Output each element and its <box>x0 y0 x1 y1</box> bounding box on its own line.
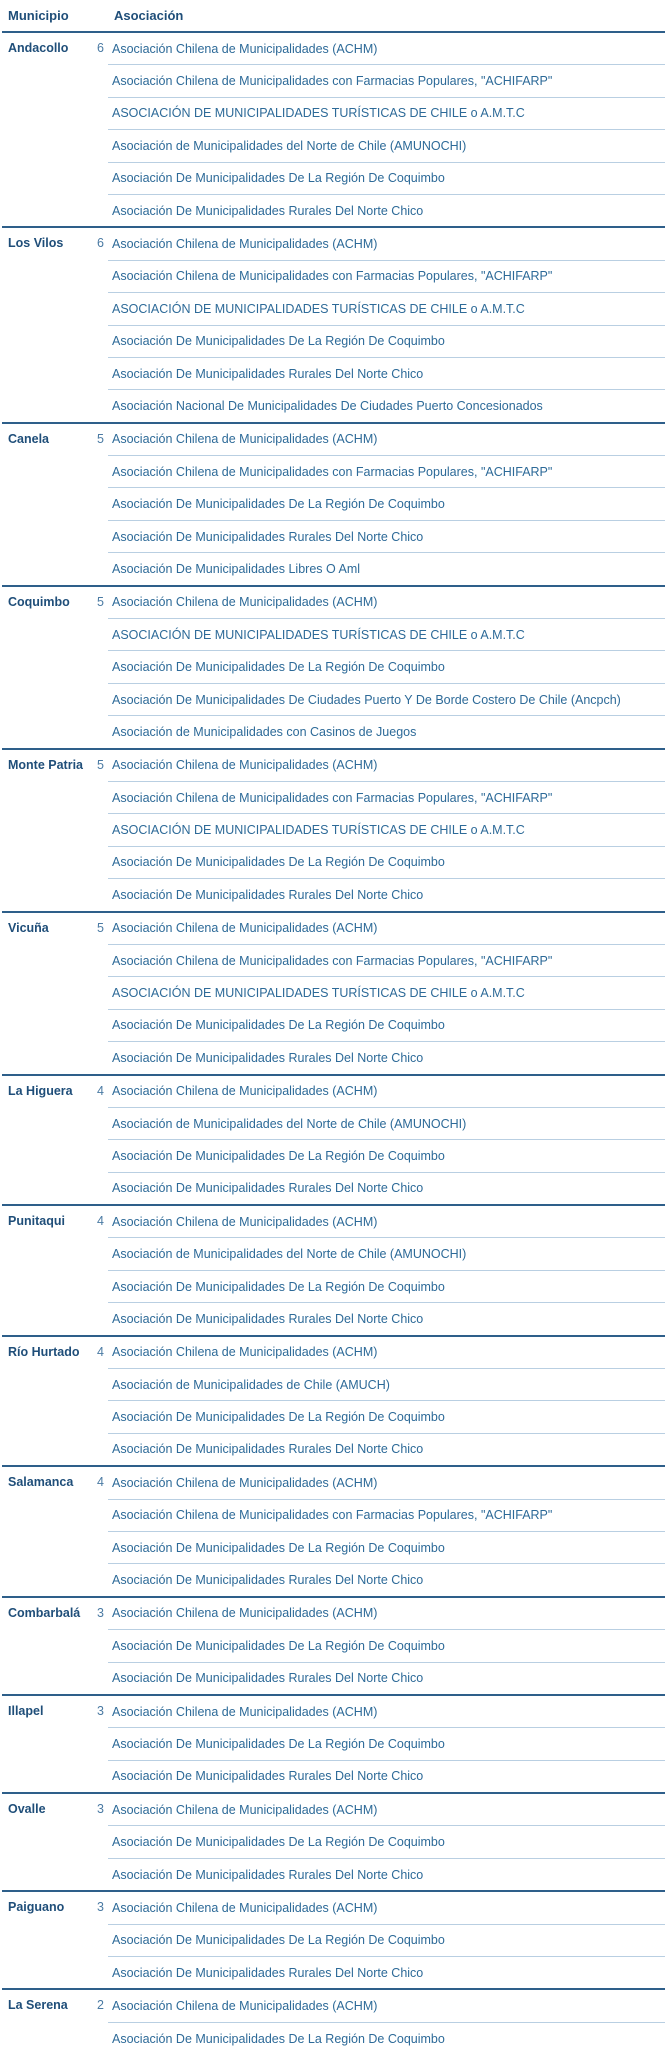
header-asociacion: Asociación <box>108 0 665 32</box>
asociacion-cell: Asociación De Municipalidades De La Región De Coquimbo <box>108 1140 665 1172</box>
asociacion-cell: Asociación De Municipalidades De La Región De Coquimbo <box>108 1924 665 1956</box>
municipio-name: Combarbalá <box>8 1605 81 1620</box>
asociacion-cell: Asociación De Municipalidades De La Región De Coquimbo <box>108 325 665 357</box>
asociacion-cell: Asociación Chilena de Municipalidades (ACHM) <box>108 1597 665 1630</box>
table-row <box>2 32 665 65</box>
municipio-group <box>2 1597 665 1695</box>
asociacion-cell: Asociación Chilena de Municipalidades con Farmacias Populares, "ACHIFARP" <box>108 260 665 292</box>
municipio-name: Andacollo <box>8 41 69 55</box>
asociacion-cell: ASOCIACIÓN DE MUNICIPALIDADES TURÍSTICAS DE CHILE o A.M.T.C <box>108 293 665 325</box>
table-row <box>2 1336 665 1369</box>
asociacion-cell: Asociación Chilena de Municipalidades (ACHM) <box>108 1336 665 1369</box>
asociacion-count: 6 <box>97 236 104 251</box>
municipio-name: Ovalle <box>8 1802 46 1817</box>
asociacion-cell: Asociación De Municipalidades De La Región De Coquimbo <box>108 1826 665 1858</box>
asociacion-cell: Asociación De Municipalidades Rurales Del Norte Chico <box>112 1671 424 1686</box>
municipio-group <box>2 1793 665 1891</box>
asociacion-cell: Asociación Chilena de Municipalidades (ACHM) <box>108 749 665 782</box>
asociacion-cell: ASOCIACIÓN DE MUNICIPALIDADES TURÍSTICAS DE CHILE o A.M.T.C <box>108 814 665 846</box>
asociacion-cell: Asociación Chilena de Municipalidades (ACHM) <box>108 1695 665 1728</box>
asociacion-cell: Asociación Chilena de Municipalidades (ACHM) <box>108 1891 665 1924</box>
asociacion-cell: Asociación De Municipalidades Libres O Aml <box>112 561 361 576</box>
asociacion-cell: Asociación De Municipalidades De La Región De Coquimbo <box>108 488 665 520</box>
asociacion-cell: Asociación De Municipalidades Rurales Del Norte Chico <box>112 1769 424 1784</box>
asociacion-cell: Asociación Chilena de Municipalidades (ACHM) <box>108 912 665 945</box>
asociacion-count: 3 <box>97 1703 104 1718</box>
municipio-name: Coquimbo <box>8 594 70 609</box>
header-row <box>2 0 665 32</box>
asociacion-cell: Asociación Chilena de Municipalidades (ACHM) <box>108 1466 665 1499</box>
municipio-group <box>2 1989 665 2054</box>
asociacion-cell: Asociación De Municipalidades De La Región De Coquimbo <box>108 1630 665 1662</box>
asociacion-cell: ASOCIACIÓN DE MUNICIPALIDADES TURÍSTICAS DE CHILE o A.M.T.C <box>108 97 665 129</box>
municipio-group <box>2 749 665 912</box>
table-row <box>2 423 665 456</box>
municipio-group <box>2 1891 665 1989</box>
asociacion-cell: Asociación Chilena de Municipalidades con Farmacias Populares, "ACHIFARP" <box>108 944 665 976</box>
asociacion-cell: ASOCIACIÓN DE MUNICIPALIDADES TURÍSTICAS DE CHILE o A.M.T.C <box>108 977 665 1009</box>
asociacion-count: 4 <box>97 1344 104 1359</box>
municipio-group <box>2 423 665 586</box>
municipio-group <box>2 1466 665 1597</box>
asociacion-cell: Asociación Chilena de Municipalidades (ACHM) <box>108 423 665 456</box>
asociacion-cell: Asociación De Municipalidades De La Región De Coquimbo <box>108 846 665 878</box>
asociacion-cell: Asociación Chilena de Municipalidades con Farmacias Populares, "ACHIFARP" <box>108 781 665 813</box>
table-row <box>2 749 665 782</box>
asociacion-cell: Asociación De Municipalidades De La Región De Coquimbo <box>112 2031 445 2046</box>
municipio-name: Los Vilos <box>8 236 64 251</box>
municipio-group <box>2 32 665 227</box>
table-row <box>2 1793 665 1826</box>
asociacion-count: 4 <box>97 1214 104 1229</box>
asociacion-cell: Asociación De Municipalidades Rurales Del Norte Chico <box>112 1442 424 1457</box>
asociacion-cell: Asociación de Municipalidades del Norte de Chile (AMUNOCHI) <box>108 130 665 162</box>
asociacion-cell: Asociación de Municipalidades de Chile (AMUCH) <box>108 1369 665 1401</box>
asociacion-count: 5 <box>97 920 104 935</box>
municipio-name: Canela <box>8 431 49 446</box>
asociacion-count: 3 <box>97 1605 104 1620</box>
municipio-group <box>2 1336 665 1467</box>
table-row <box>2 1466 665 1499</box>
table-row <box>2 912 665 945</box>
municipio-group <box>2 1075 665 1206</box>
asociacion-cell: Asociación de Municipalidades del Norte de Chile (AMUNOCHI) <box>108 1107 665 1139</box>
municipio-asociacion-table <box>2 0 665 2054</box>
asociacion-cell: Asociación De Municipalidades Rurales Del Norte Chico <box>112 1050 424 1065</box>
asociacion-cell: Asociación Nacional De Municipalidades De Ciudades Puerto Concesionados <box>112 398 543 413</box>
municipio-name: Punitaqui <box>8 1214 65 1229</box>
table-row <box>2 1205 665 1238</box>
table-row <box>2 586 665 619</box>
header-municipio: Municipio <box>2 0 90 32</box>
asociacion-cell: Asociación Chilena de Municipalidades (ACHM) <box>108 1793 665 1826</box>
asociacion-cell: Asociación de Municipalidades del Norte de Chile (AMUNOCHI) <box>108 1238 665 1270</box>
asociacion-cell: Asociación De Municipalidades De La Región De Coquimbo <box>108 162 665 194</box>
asociacion-cell: Asociación Chilena de Municipalidades (ACHM) <box>108 227 665 260</box>
municipio-name: La Higuera <box>8 1083 73 1098</box>
asociacion-cell: Asociación De Municipalidades De La Región De Coquimbo <box>108 1728 665 1760</box>
asociacion-count: 5 <box>97 757 104 772</box>
asociacion-cell: Asociación Chilena de Municipalidades (ACHM) <box>108 32 665 65</box>
asociacion-cell: Asociación De Municipalidades Rurales Del Norte Chico <box>112 1181 424 1196</box>
asociacion-count: 4 <box>97 1083 104 1098</box>
asociacion-cell: Asociación De Municipalidades De La Región De Coquimbo <box>108 1401 665 1433</box>
municipio-name: La Serena <box>8 1998 68 2013</box>
municipio-group <box>2 912 665 1075</box>
asociacion-cell: Asociación De Municipalidades Rurales Del Norte Chico <box>112 1311 424 1326</box>
asociacion-cell: Asociación De Municipalidades Rurales Del Norte Chico <box>112 887 424 902</box>
asociacion-cell: Asociación De Municipalidades Rurales Del Norte Chico <box>112 1965 424 1980</box>
asociacion-cell: Asociación Chilena de Municipalidades (ACHM) <box>108 1989 665 2022</box>
municipio-name: Monte Patria <box>8 757 84 772</box>
municipio-name: Paiguano <box>8 1900 65 1915</box>
municipio-name: Illapel <box>8 1703 44 1718</box>
asociacion-cell: Asociación De Municipalidades De La Región De Coquimbo <box>108 1531 665 1563</box>
asociacion-cell: ASOCIACIÓN DE MUNICIPALIDADES TURÍSTICAS DE CHILE o A.M.T.C <box>108 619 665 651</box>
table-row <box>2 227 665 260</box>
asociacion-cell: Asociación De Municipalidades De La Región De Coquimbo <box>108 1270 665 1302</box>
table-row <box>2 1891 665 1924</box>
asociacion-cell: Asociación De Municipalidades De Ciudades Puerto Y De Borde Costero De Chile (Ancpch) <box>108 683 665 715</box>
asociacion-cell: Asociación De Municipalidades Rurales Del Norte Chico <box>108 520 665 552</box>
asociacion-cell: Asociación De Municipalidades De La Región De Coquimbo <box>108 651 665 683</box>
asociacion-count: 3 <box>97 1802 104 1817</box>
asociacion-cell: Asociación Chilena de Municipalidades con Farmacias Populares, "ACHIFARP" <box>108 1499 665 1531</box>
table-row <box>2 1989 665 2022</box>
municipio-group <box>2 1205 665 1336</box>
asociacion-count: 5 <box>97 431 104 446</box>
asociacion-cell: Asociación Chilena de Municipalidades (ACHM) <box>108 586 665 619</box>
asociacion-count: 4 <box>97 1475 104 1490</box>
header-count <box>90 0 108 32</box>
table-row <box>2 1075 665 1108</box>
table-row <box>2 1597 665 1630</box>
asociacion-count: 6 <box>97 41 104 55</box>
asociacion-cell: Asociación Chilena de Municipalidades (ACHM) <box>108 1075 665 1108</box>
municipio-name: Río Hurtado <box>8 1344 80 1359</box>
asociacion-cell: Asociación Chilena de Municipalidades con Farmacias Populares, "ACHIFARP" <box>108 65 665 97</box>
municipio-name: Vicuña <box>8 920 49 935</box>
asociacion-cell: Asociación De Municipalidades De La Región De Coquimbo <box>108 1009 665 1041</box>
asociacion-count: 5 <box>97 594 104 609</box>
asociacion-cell: Asociación Chilena de Municipalidades (ACHM) <box>108 1205 665 1238</box>
asociacion-cell: Asociación De Municipalidades Rurales Del Norte Chico <box>108 357 665 389</box>
asociacion-cell: Asociación De Municipalidades Rurales Del Norte Chico <box>112 1867 424 1882</box>
municipio-group <box>2 586 665 749</box>
municipio-name: Salamanca <box>8 1475 74 1490</box>
municipio-group <box>2 1695 665 1793</box>
table-row <box>2 1695 665 1728</box>
asociacion-cell: Asociación Chilena de Municipalidades con Farmacias Populares, "ACHIFARP" <box>108 456 665 488</box>
asociacion-cell: Asociación de Municipalidades con Casinos de Juegos <box>112 724 417 739</box>
municipio-group <box>2 227 665 422</box>
asociacion-count: 2 <box>97 1998 104 2013</box>
asociacion-cell: Asociación De Municipalidades Rurales Del Norte Chico <box>112 203 424 218</box>
asociacion-count: 3 <box>97 1900 104 1915</box>
asociacion-cell: Asociación De Municipalidades Rurales Del Norte Chico <box>112 1573 424 1588</box>
